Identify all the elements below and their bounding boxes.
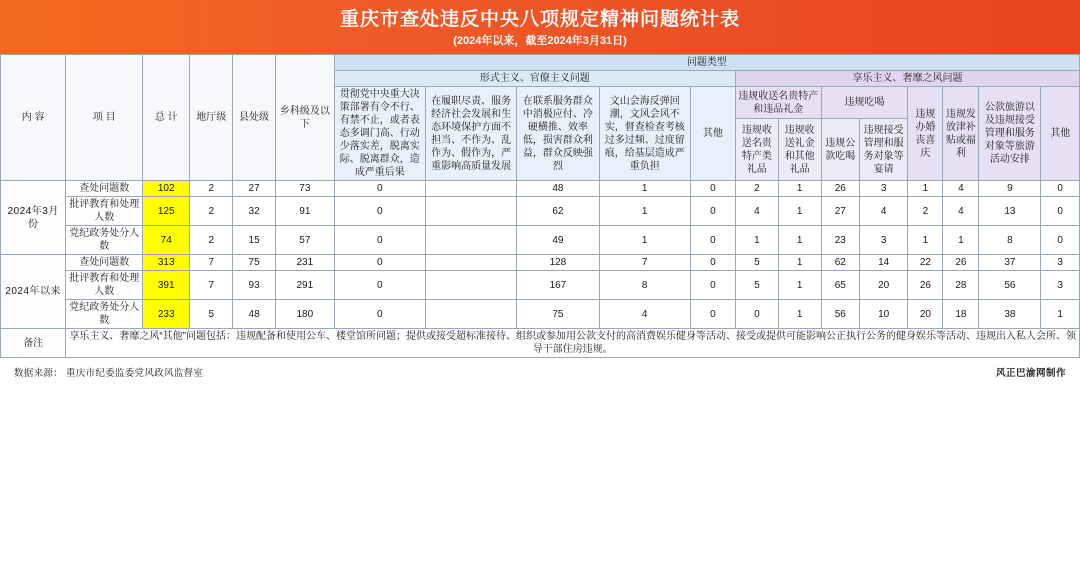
hedonism-value: 1 xyxy=(735,226,778,255)
level-value: 32 xyxy=(233,197,276,226)
hedonism-value: 1 xyxy=(1041,300,1080,329)
hedonism-value: 3 xyxy=(1041,255,1080,271)
level-value: 7 xyxy=(190,255,233,271)
header-formalism-col-3: 在联系服务群众中消极应付、冷硬横推、效率低，损害群众利益，群众反映强烈 xyxy=(517,87,599,181)
hedonism-value: 27 xyxy=(821,197,859,226)
formalism-value: 7 xyxy=(599,255,690,271)
header-formalism-col-2: 在履职尽责、服务经济社会发展和生态环境保护方面不担当、不作为、乱作为、假作为，严重影响高质量发展 xyxy=(425,87,516,181)
header-row-1 xyxy=(1,55,1080,71)
level-value: 57 xyxy=(276,226,335,255)
header-hedonism-group-gift: 违规收送名贵特产和违品礼金 xyxy=(735,87,821,119)
header-hedonism-col-subsidy: 违规发放津补贴或福利 xyxy=(943,87,979,181)
header-hedonism-col-public-funds-dining: 违规公款吃喝 xyxy=(821,119,859,181)
title-banner xyxy=(0,0,1080,54)
hedonism-value: 13 xyxy=(979,197,1041,226)
total-value: 313 xyxy=(143,255,190,271)
header-hedonism-col-banquet: 违规接受管理和服务对象等宴请 xyxy=(859,119,907,181)
formalism-value: 0 xyxy=(334,226,425,255)
hedonism-value: 1 xyxy=(778,300,821,329)
hedonism-value: 4 xyxy=(859,197,907,226)
hedonism-value: 0 xyxy=(1041,181,1080,197)
header-content: 内 容 xyxy=(1,55,66,181)
level-value: 27 xyxy=(233,181,276,197)
header-level-xiangke: 乡科级及以下 xyxy=(276,55,335,181)
page-subtitle: (2024年以来，截至2024年3月31日) xyxy=(453,34,627,47)
hedonism-value: 38 xyxy=(979,300,1041,329)
table-row xyxy=(1,197,1080,226)
hedonism-value: 28 xyxy=(943,271,979,300)
level-value: 91 xyxy=(276,197,335,226)
hedonism-value: 4 xyxy=(735,197,778,226)
level-value: 73 xyxy=(276,181,335,197)
header-hedonism-col-specialty: 违规收送名贵特产类礼品 xyxy=(735,119,778,181)
hedonism-value: 20 xyxy=(859,271,907,300)
remark-text: 享乐主义、奢靡之风“其他”问题包括：违规配备和使用公车、楼堂馆所问题；提供或接受超标准接待、组织或参加用公款支付的高消费娱乐健身等活动、接受或提供可能影响公正执行公务的健身娱乐等活动、违规出入私人会所、领导干部住房违规。 xyxy=(66,329,1080,358)
level-value: 2 xyxy=(190,226,233,255)
period-label-march: 2024年3月份 xyxy=(1,181,66,255)
total-value: 391 xyxy=(143,271,190,300)
header-group-hedonism: 享乐主义、奢靡之风问题 xyxy=(735,71,1079,87)
hedonism-value: 5 xyxy=(735,271,778,300)
hedonism-value: 20 xyxy=(908,300,943,329)
hedonism-value: 3 xyxy=(1041,271,1080,300)
formalism-value: 75 xyxy=(517,300,599,329)
item-label: 查处问题数 xyxy=(66,181,143,197)
data-source: 数据来源： 重庆市纪委监委党风政风监督室 xyxy=(14,368,204,379)
period-label-ytd: 2024年以来 xyxy=(1,255,66,329)
formalism-value: 8 xyxy=(599,271,690,300)
formalism-value: 1 xyxy=(599,181,690,197)
hedonism-value: 1 xyxy=(778,181,821,197)
footer xyxy=(0,358,1080,379)
hedonism-value: 9 xyxy=(979,181,1041,197)
header-level-xianchu: 县处级 xyxy=(233,55,276,181)
level-value: 48 xyxy=(233,300,276,329)
table-row xyxy=(1,226,1080,255)
formalism-value: 49 xyxy=(517,226,599,255)
level-value: 75 xyxy=(233,255,276,271)
formalism-value: 128 xyxy=(517,255,599,271)
header-formalism-col-1: 贯彻党中央重大决策部署有令不行、有禁不止，或者表态多调门高、行动少落实差，脱离实际、脱离群众，造成严重后果 xyxy=(334,87,425,181)
header-group-formalism: 形式主义、官僚主义问题 xyxy=(334,71,735,87)
hedonism-value: 26 xyxy=(821,181,859,197)
table-row xyxy=(1,300,1080,329)
total-value: 233 xyxy=(143,300,190,329)
hedonism-value: 2 xyxy=(735,181,778,197)
hedonism-value: 26 xyxy=(943,255,979,271)
hedonism-value: 1 xyxy=(943,226,979,255)
hedonism-value: 2 xyxy=(908,197,943,226)
hedonism-value: 65 xyxy=(821,271,859,300)
formalism-value xyxy=(425,255,516,271)
level-value: 291 xyxy=(276,271,335,300)
formalism-value xyxy=(425,271,516,300)
hedonism-value: 26 xyxy=(908,271,943,300)
hedonism-value: 22 xyxy=(908,255,943,271)
hedonism-value: 18 xyxy=(943,300,979,329)
level-value: 2 xyxy=(190,197,233,226)
header-hedonism-col-wedding: 违规办婚丧喜庆 xyxy=(908,87,943,181)
header-formalism-col-5: 其他 xyxy=(690,87,735,181)
formalism-value: 48 xyxy=(517,181,599,197)
formalism-value: 1 xyxy=(599,226,690,255)
item-label: 党纪政务处分人数 xyxy=(66,226,143,255)
table-row xyxy=(1,181,1080,197)
hedonism-value: 10 xyxy=(859,300,907,329)
level-value: 180 xyxy=(276,300,335,329)
header-hedonism-group-dining: 违规吃喝 xyxy=(821,87,908,119)
formalism-value: 0 xyxy=(690,226,735,255)
table-row xyxy=(1,255,1080,271)
level-value: 5 xyxy=(190,300,233,329)
item-label: 查处问题数 xyxy=(66,255,143,271)
formalism-value xyxy=(425,300,516,329)
hedonism-value: 1 xyxy=(908,226,943,255)
total-value: 74 xyxy=(143,226,190,255)
hedonism-value: 1 xyxy=(778,197,821,226)
statistics-table xyxy=(0,54,1080,358)
formalism-value: 0 xyxy=(334,255,425,271)
formalism-value xyxy=(425,181,516,197)
formalism-value: 0 xyxy=(690,255,735,271)
remark-label: 备注 xyxy=(1,329,66,358)
level-value: 231 xyxy=(276,255,335,271)
level-value: 2 xyxy=(190,181,233,197)
formalism-value: 167 xyxy=(517,271,599,300)
formalism-value xyxy=(425,197,516,226)
item-label: 党纪政务处分人数 xyxy=(66,300,143,329)
header-hedonism-col-cash-gift: 违规收送礼金和其他礼品 xyxy=(778,119,821,181)
hedonism-value: 1 xyxy=(778,271,821,300)
header-level-diting: 地厅级 xyxy=(190,55,233,181)
hedonism-value: 1 xyxy=(908,181,943,197)
hedonism-value: 14 xyxy=(859,255,907,271)
formalism-value: 4 xyxy=(599,300,690,329)
hedonism-value: 1 xyxy=(778,255,821,271)
hedonism-value: 3 xyxy=(859,181,907,197)
formalism-value: 0 xyxy=(690,271,735,300)
item-label: 批评教育和处理人数 xyxy=(66,271,143,300)
formalism-value: 62 xyxy=(517,197,599,226)
header-project: 项 目 xyxy=(66,55,143,181)
table-row xyxy=(1,271,1080,300)
header-hedonism-col-other: 其他 xyxy=(1041,87,1080,181)
header-hedonism-col-travel: 公款旅游以及违规接受管理和服务对象等旅游活动安排 xyxy=(979,87,1041,181)
header-problem-type: 问题类型 xyxy=(334,55,1079,71)
hedonism-value: 4 xyxy=(943,181,979,197)
hedonism-value: 3 xyxy=(859,226,907,255)
total-value: 125 xyxy=(143,197,190,226)
formalism-value xyxy=(425,226,516,255)
hedonism-value: 56 xyxy=(979,271,1041,300)
level-value: 7 xyxy=(190,271,233,300)
hedonism-value: 8 xyxy=(979,226,1041,255)
hedonism-value: 0 xyxy=(1041,197,1080,226)
hedonism-value: 56 xyxy=(821,300,859,329)
hedonism-value: 23 xyxy=(821,226,859,255)
level-value: 15 xyxy=(233,226,276,255)
formalism-value: 0 xyxy=(690,181,735,197)
formalism-value: 0 xyxy=(334,197,425,226)
producer-credit: 风正巴渝网制作 xyxy=(995,368,1066,379)
hedonism-value: 1 xyxy=(778,226,821,255)
hedonism-value: 62 xyxy=(821,255,859,271)
total-value: 102 xyxy=(143,181,190,197)
remark-row xyxy=(1,329,1080,358)
hedonism-value: 5 xyxy=(735,255,778,271)
formalism-value: 0 xyxy=(334,300,425,329)
formalism-value: 0 xyxy=(690,197,735,226)
formalism-value: 1 xyxy=(599,197,690,226)
formalism-value: 0 xyxy=(334,271,425,300)
hedonism-value: 4 xyxy=(943,197,979,226)
header-total: 总 计 xyxy=(143,55,190,181)
hedonism-value: 0 xyxy=(1041,226,1080,255)
item-label: 批评教育和处理人数 xyxy=(66,197,143,226)
hedonism-value: 37 xyxy=(979,255,1041,271)
hedonism-value: 0 xyxy=(735,300,778,329)
page-title: 重庆市查处违反中央八项规定精神问题统计表 xyxy=(339,8,740,30)
formalism-value: 0 xyxy=(334,181,425,197)
level-value: 93 xyxy=(233,271,276,300)
header-formalism-col-4: 文山会海反弹回潮，文风会风不实，督查检查考核过多过频、过度留痕，给基层造成严重负担 xyxy=(599,87,690,181)
formalism-value: 0 xyxy=(690,300,735,329)
